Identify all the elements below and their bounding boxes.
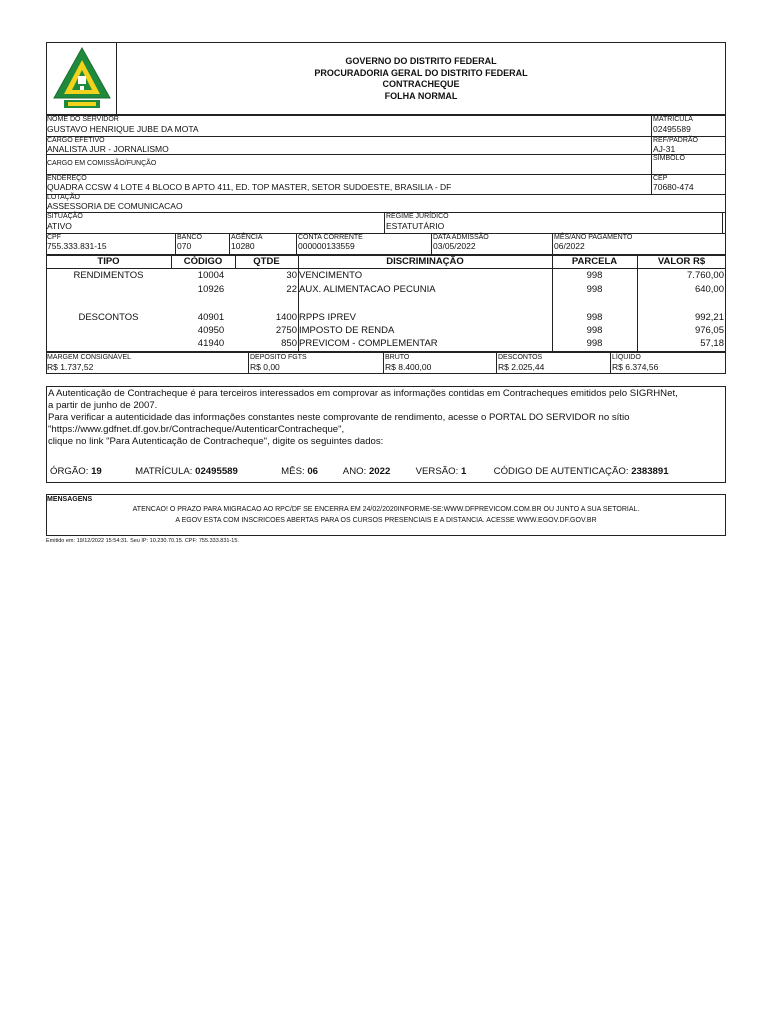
mes-value: 06: [307, 466, 318, 477]
row-qtde: 1400: [275, 312, 297, 323]
cargo-label: CARGO EFETIVO: [47, 137, 105, 144]
regime-value: ESTATUTÁRIO: [386, 221, 445, 231]
auth-line-2: a partir de junho de 2007.: [48, 400, 158, 411]
mesano-label: MÊS/ANO PAGAMENTO: [554, 234, 633, 241]
banco-value: 070: [177, 241, 192, 251]
bruto-value: R$ 8.400,00: [385, 362, 432, 372]
cep-value: 70680-474: [653, 182, 694, 192]
cep-label: CEP: [653, 175, 668, 182]
margem-value: R$ 1.737,52: [47, 362, 94, 372]
codigo-label: CÓDIGO DE AUTENTICAÇÃO:: [493, 466, 629, 477]
row-discriminacao: PREVICOM - COMPLEMENTAR: [299, 338, 438, 349]
row-valor: 57,18: [700, 338, 724, 349]
cpf-value: 755.333.831-15: [47, 241, 107, 251]
matricula-value: 02495589: [653, 124, 691, 134]
nome-label: NOME DO SERVIDOR: [47, 116, 119, 123]
banco-label: BANCO: [177, 234, 202, 241]
situacao-value: ATIVO: [47, 221, 72, 231]
header-line-2: PROCURADORIA GERAL DO DISTRITO FEDERAL: [314, 68, 528, 78]
header-line-3: CONTRACHEQUE: [382, 79, 460, 89]
regime-label: REGIME JURÍDICO: [386, 213, 449, 220]
ano-value: 2022: [368, 466, 391, 477]
row-valor: 7.760,00: [687, 270, 724, 281]
col-header-parcela: PARCELA: [571, 256, 618, 267]
codigo-value: 2383891: [631, 466, 669, 477]
mesano-value: 06/2022: [554, 241, 585, 251]
cargo-value: ANALISTA JUR - JORNALISMO: [47, 144, 169, 154]
row-parcela: 998: [586, 312, 603, 323]
nome-value: GUSTAVO HENRIQUE JUBE DA MOTA: [47, 124, 199, 134]
col-header-codigo: CÓDIGO: [183, 256, 223, 267]
descontos-value: R$ 2.025,44: [498, 362, 545, 372]
lotacao-label: LOTAÇÃO: [47, 194, 80, 201]
row-valor: 992,21: [694, 312, 724, 323]
comissao-label: CARGO EM COMISSÃO/FUNÇÃO: [47, 160, 157, 167]
row-discriminacao: RPPS IPREV: [299, 312, 357, 323]
gdf-logo: [50, 46, 114, 111]
row-qtde: 22: [286, 284, 297, 295]
auth-matricula-label: MATRÍCULA:: [135, 466, 193, 477]
auth-matricula-value: 02495589: [195, 466, 238, 477]
conta-value: 000000133559: [298, 241, 355, 251]
fgts-value: R$ 0,00: [250, 362, 280, 372]
orgao-value: 19: [91, 466, 102, 477]
auth-line-5: clique no link "Para Autenticação de Contracheque", digite os seguintes dados:: [48, 436, 384, 447]
descontos-label: DESCONTOS: [498, 354, 543, 361]
liquido-value: R$ 6.374,56: [612, 362, 659, 372]
versao-label: VERSÃO:: [415, 466, 459, 477]
mensagem-line-2: A EGOV ESTA COM INSCRICOES ABERTAS PARA OS CURSOS PRESENCIAIS E A DISTANCIA. ACESSE WWW.EGOV.DF.GOV.BR: [175, 517, 597, 524]
mes-label: MÊS:: [281, 466, 305, 477]
versao-value: 1: [460, 466, 467, 477]
admissao-label: DATA ADMISSÃO: [433, 234, 489, 241]
row-qtde: 850: [281, 338, 297, 349]
bruto-label: BRUTO: [385, 354, 410, 361]
row-valor: 976,05: [694, 325, 724, 336]
header-line-4: FOLHA NORMAL: [384, 91, 458, 101]
matricula-label: MATRÍCULA: [653, 116, 693, 123]
agencia-value: 10280: [231, 241, 255, 251]
header-line-1: GOVERNO DO DISTRITO FEDERAL: [345, 56, 497, 66]
gdf-emblem-icon: [50, 46, 114, 111]
row-discriminacao: VENCIMENTO: [299, 270, 363, 281]
auth-line-3: Para verificar a autenticidade das informações constantes neste comprovante de rendimento, acesse o PORTAL DO SERVIDOR no sítio: [48, 412, 630, 423]
admissao-value: 03/05/2022: [433, 241, 476, 251]
row-qtde: 2750: [275, 325, 297, 336]
row-codigo: 10004: [197, 270, 225, 281]
row-parcela: 998: [586, 284, 603, 295]
fgts-label: DEPÓSITO FGTS: [250, 354, 307, 361]
col-header-qtde: QTDE: [253, 256, 280, 267]
row-codigo: 41940: [197, 338, 225, 349]
cpf-label: CPF: [47, 234, 61, 241]
endereco-label: ENDEREÇO: [47, 175, 87, 182]
row-codigo: 10926: [197, 284, 225, 295]
row-codigo: 40901: [197, 312, 225, 323]
ref-value: AJ-31: [653, 144, 676, 154]
col-header-tipo: TIPO: [97, 256, 120, 267]
endereco-value: QUADRA CCSW 4 LOTE 4 BLOCO B APTO 411, ED. TOP MASTER, SETOR SUDOESTE, BRASILIA - DF: [47, 182, 452, 192]
col-header-valor: VALOR R$: [657, 256, 706, 267]
conta-label: CONTA CORRENTE: [298, 234, 363, 241]
row-tipo: RENDIMENTOS: [73, 270, 144, 281]
row-discriminacao: AUX. ALIMENTACAO PECUNIA: [299, 284, 436, 295]
row-parcela: 998: [586, 325, 603, 336]
row-qtde: 30: [286, 270, 297, 281]
col-header-discriminacao: DISCRIMINAÇÃO: [386, 256, 464, 267]
mensagens-box: [46, 494, 726, 536]
ano-label: ANO:: [342, 466, 367, 477]
emission-footer: Emitido em: 19/12/2022 15:54:31. Seu IP: 10.230.70.15. CPF: 755.333.831-15.: [46, 538, 239, 544]
mensagens-label: MENSAGENS: [47, 496, 93, 503]
margem-label: MARGEM CONSIGNÁVEL: [47, 354, 132, 361]
row-valor: 640,00: [694, 284, 724, 295]
agencia-label: AGÊNCIA: [231, 234, 263, 241]
auth-line-4: "https://www.gdfnet.df.gov.br/Contracheque/AutenticarContracheque",: [48, 424, 345, 435]
liquido-label: LÍQUIDO: [612, 354, 641, 361]
auth-codes-line: [50, 466, 669, 478]
orgao-label: ÓRGÃO:: [50, 466, 89, 477]
mensagem-line-1: ATENCAO! O PRAZO PARA MIGRACAO AO RPC/DF SE ENCERRA EM 24/02/2020INFORME-SE:WWW.DFPREVICOM.COM.BR OU JUNTO A SUA SETORIAL.: [132, 506, 640, 513]
ref-label: REF/PADRÃO: [653, 137, 698, 144]
lotacao-value: ASSESSORIA DE COMUNICACAO: [47, 201, 183, 211]
situacao-label: SITUAÇÃO: [47, 213, 83, 220]
row-discriminacao: IMPOSTO DE RENDA: [299, 325, 395, 336]
simbolo-label: SÍMBOLO: [653, 155, 685, 162]
row-codigo: 40950: [197, 325, 225, 336]
row-parcela: 998: [586, 338, 603, 349]
row-parcela: 998: [586, 270, 603, 281]
auth-line-1: A Autenticação de Contracheque é para terceiros interessados em comprovar as informações contidas em Contracheques emitidos pelo SIGRHNet,: [48, 388, 678, 399]
row-tipo: DESCONTOS: [78, 312, 139, 323]
